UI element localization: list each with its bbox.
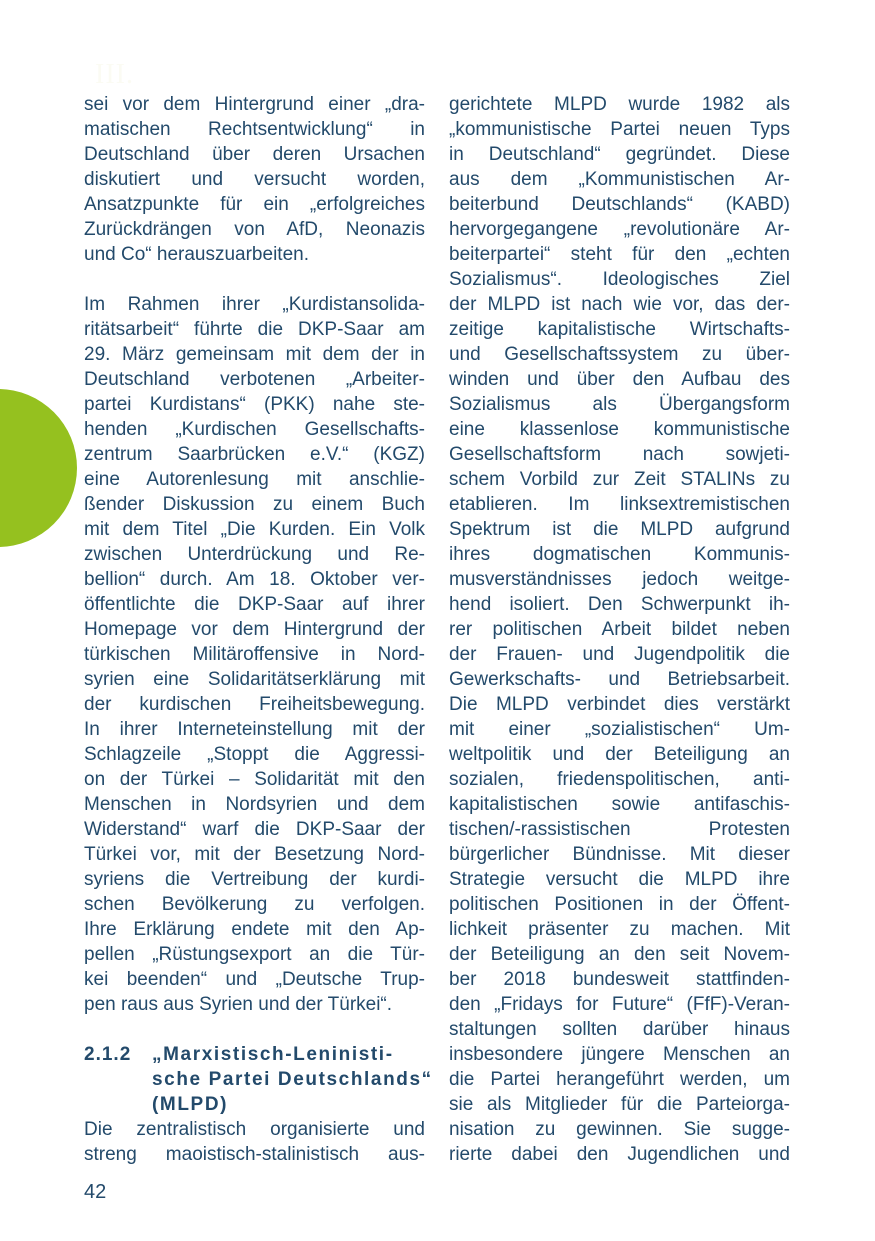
text-line: mit einer „sozialistischen“ Um- <box>449 719 790 740</box>
text-line: bellion“ durch. Am 18. Oktober ver- <box>84 569 425 590</box>
paragraph-gap <box>84 267 425 292</box>
text-line: sie als Mitglieder für die Parteiorga- <box>449 1094 790 1115</box>
text-line: beiterbund Deutschlands“ (KABD) <box>449 194 790 215</box>
chapter-tab-circle <box>0 389 77 547</box>
text-line: und Gesellschaftssystem zu über- <box>449 344 790 365</box>
text-line: in Deutschland“ gegründet. Diese <box>449 144 790 165</box>
page-number: 42 <box>84 1181 107 1203</box>
text-line: 29. März gemeinsam mit dem der in <box>84 344 425 365</box>
text-line: eine klassenlose kommunistische <box>449 419 790 440</box>
text-line: sozialen, friedenspolitischen, anti- <box>449 769 790 790</box>
text-line: „kommunistische Partei neuen Typs <box>449 119 790 140</box>
section-title-line: sche Partei Deutschlands“ <box>152 1069 433 1090</box>
text-line: insbesondere jüngere Menschen an <box>449 1044 790 1065</box>
text-line: sei vor dem Hintergrund einer „dra- <box>84 94 425 115</box>
text-line: eine Autorenlesung mit anschlie- <box>84 469 425 490</box>
text-line: ritätsarbeit“ führte die DKP-Saar am <box>84 319 425 340</box>
text-column-right <box>449 92 790 1167</box>
text-line: on der Türkei – Solidarität mit den <box>84 769 425 790</box>
paragraph-gap <box>84 1017 425 1042</box>
text-line: matischen Rechtsentwicklung“ in <box>84 119 425 140</box>
text-line: Ansatzpunkte für ein „erfolgreiches <box>84 194 425 215</box>
text-line: zwischen Unterdrückung und Re- <box>84 544 425 565</box>
text-line: pen raus aus Syrien und der Türkei“. <box>84 994 393 1015</box>
text-line: mit dem Titel „Die Kurden. Ein Volk <box>84 519 425 540</box>
text-line: Menschen in Nordsyrien und dem <box>84 794 425 815</box>
text-line: ßender Diskussion zu einem Buch <box>84 494 425 515</box>
text-line: ber 2018 bundesweit stattfinden- <box>449 969 790 990</box>
text-line: der MLPD ist nach wie vor, das der- <box>449 294 790 315</box>
text-line: Die zentralistisch organisierte und <box>84 1119 425 1140</box>
text-line: schem Vorbild zur Zeit STALINs zu <box>449 469 790 490</box>
text-line: kapitalistischen sowie antifaschis- <box>449 794 790 815</box>
section-number: 2.1.2 <box>84 1044 132 1065</box>
text-line: Gewerkschafts- und Betriebsarbeit. <box>449 669 790 690</box>
text-line: partei Kurdistans“ (PKK) nahe ste- <box>84 394 425 415</box>
text-line: zentrum Saarbrücken e.V.“ (KGZ) <box>84 444 425 465</box>
text-line: Sozialismus“. Ideologisches Ziel <box>449 269 790 290</box>
text-line: weltpolitik und der Beteiligung an <box>449 744 790 765</box>
text-line: ihres dogmatischen Kommunis- <box>449 544 790 565</box>
text-line: Homepage vor dem Hintergrund der <box>84 619 425 640</box>
text-line: Widerstand“ warf die DKP-Saar der <box>84 819 425 840</box>
text-line: Zurückdrängen von AfD, Neonazis <box>84 219 425 240</box>
text-line: Schlagzeile „Stoppt die Aggressi- <box>84 744 425 765</box>
text-line: gerichtete MLPD wurde 1982 als <box>449 94 790 115</box>
text-line: In ihrer Interneteinstellung mit der <box>84 719 425 740</box>
text-line: Im Rahmen ihrer „Kurdistansolida- <box>84 294 425 315</box>
text-line: etablieren. Im linksextremistischen <box>449 494 790 515</box>
text-line: lichkeit präsenter zu machen. Mit <box>449 919 790 940</box>
text-line: hend isoliert. Den Schwerpunkt ih- <box>449 594 790 615</box>
text-line: zeitige kapitalistische Wirtschafts- <box>449 319 790 340</box>
text-line: Ihre Erklärung endete mit den Ap- <box>84 919 425 940</box>
text-line: und Co“ herauszuarbeiten. <box>84 244 309 265</box>
text-line: der kurdischen Freiheitsbewegung. <box>84 694 425 715</box>
text-line: henden „Kurdischen Gesellschafts- <box>84 419 425 440</box>
text-line: schen Bevölkerung zu verfolgen. <box>84 894 425 915</box>
text-line: bürgerlicher Bündnisse. Mit dieser <box>449 844 790 865</box>
text-line: aus dem „Kommunistischen Ar- <box>449 169 790 190</box>
text-line: der Frauen- und Jugendpolitik die <box>449 644 790 665</box>
text-line: Sozialismus als Übergangsform <box>449 394 790 415</box>
text-line: Deutschland verbotenen „Arbeiter- <box>84 369 425 390</box>
section-title-line: „Marxistisch-Leninisti- <box>152 1044 394 1065</box>
text-line: hervorgegangene „revolutionäre Ar- <box>449 219 790 240</box>
text-line: politischen Positionen in der Öffent- <box>449 894 790 915</box>
text-column-left <box>84 92 433 1167</box>
text-line: winden und über den Aufbau des <box>449 369 790 390</box>
text-line: diskutiert und versucht worden, <box>84 169 425 190</box>
section-heading <box>84 1042 433 1117</box>
text-line: tischen/-rassistischen Protesten <box>449 819 790 840</box>
text-line: der Beteiligung an den seit Novem- <box>449 944 790 965</box>
text-line: Die MLPD verbindet dies verstärkt <box>449 694 790 715</box>
text-line: Deutschland über deren Ursachen <box>84 144 425 165</box>
text-line: rer politischen Arbeit bildet neben <box>449 619 790 640</box>
text-line: Spektrum ist die MLPD aufgrund <box>449 519 790 540</box>
text-line: Gesellschaftsform nach sowjeti- <box>449 444 790 465</box>
text-line: staltungen sollten darüber hinaus <box>449 1019 790 1040</box>
text-line: streng maoistisch-stalinistisch aus- <box>84 1144 425 1165</box>
text-line: türkischen Militäroffensive in Nord- <box>84 644 425 665</box>
text-line: nisation zu gewinnen. Sie sugge- <box>449 1119 790 1140</box>
text-line: syrien eine Solidaritätserklärung mit <box>84 669 425 690</box>
text-line: öffentlichte die DKP-Saar auf ihrer <box>84 594 425 615</box>
text-line: pellen „Rüstungsexport an die Tür- <box>84 944 425 965</box>
text-line: beiterpartei“ steht für den „echten <box>449 244 790 265</box>
text-line: kei beenden“ und „Deutsche Trup- <box>84 969 425 990</box>
chapter-marker-label: III. <box>95 59 134 90</box>
section-title-line: (MLPD) <box>152 1094 229 1115</box>
text-line: rierte dabei den Jugendlichen und <box>449 1144 790 1165</box>
text-line: musverständnisses jedoch weitge- <box>449 569 790 590</box>
text-line: die Partei herangeführt werden, um <box>449 1069 790 1090</box>
text-line: Türkei vor, mit der Besetzung Nord- <box>84 844 425 865</box>
text-line: Strategie versucht die MLPD ihre <box>449 869 790 890</box>
text-line: syriens die Vertreibung der kurdi- <box>84 869 425 890</box>
text-line: den „Fridays for Future“ (FfF)-Veran- <box>449 994 790 1015</box>
